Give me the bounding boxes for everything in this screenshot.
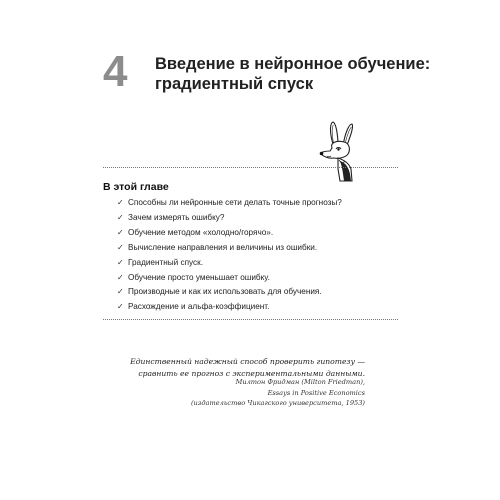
- check-icon: ✓: [117, 198, 124, 207]
- chapter-title-line-2: градиентный спуск: [155, 75, 314, 93]
- list-item: [117, 196, 342, 211]
- list-item: [117, 285, 342, 300]
- check-icon: ✓: [117, 212, 124, 222]
- list-item-text: Градиентный спуск.: [128, 257, 203, 267]
- check-icon: ✓: [117, 257, 124, 267]
- list-item: [117, 256, 342, 271]
- check-icon: ✓: [117, 272, 124, 282]
- list-item: [117, 300, 342, 315]
- list-item-text: Расхождение и альфа-коэффициент.: [128, 302, 270, 312]
- chapter-goals-list: [117, 196, 342, 315]
- list-item: [117, 226, 342, 241]
- list-item-text: Способны ли нейронные сети делать точные прогнозы?: [128, 198, 342, 207]
- epigraph-work: Essays in Positive Economics: [267, 388, 365, 397]
- bottom-dotted-divider: [103, 319, 398, 320]
- epigraph-author: Милтон Фридман (Milton Friedman),: [235, 378, 365, 386]
- list-item: [117, 271, 342, 286]
- check-icon: ✓: [117, 302, 124, 312]
- chapter-number: 4: [103, 47, 128, 96]
- check-icon: ✓: [117, 287, 124, 297]
- check-icon: ✓: [117, 227, 124, 237]
- chapter-title: [155, 54, 455, 94]
- list-item: [117, 211, 342, 226]
- list-item-text: Обучение просто уменьшает ошибку.: [128, 272, 270, 282]
- chapter-title-line-1: Введение в нейронное обучение:: [155, 55, 431, 73]
- list-item-text: Производные и как их использовать для обучения.: [128, 287, 322, 297]
- epigraph-quote-line-1: Единственный надежный способ проверить гипотезу —: [130, 357, 365, 366]
- list-item-text: Обучение методом «холодно/горячо».: [128, 227, 274, 237]
- top-dotted-divider: [103, 167, 398, 168]
- list-item-text: Зачем измерять ошибку?: [128, 212, 225, 222]
- epigraph-quote-line-2: сравнить ее прогноз с экспериментальными данными.: [138, 369, 365, 378]
- epigraph-publisher: (издательство Чикагского университета, 1953): [190, 399, 365, 407]
- rabbit-mascot-icon: [318, 121, 366, 183]
- check-icon: ✓: [117, 242, 124, 252]
- section-heading: В этой главе: [103, 181, 169, 193]
- list-item: [117, 241, 342, 256]
- list-item-text: Вычисление направления и величины из ошибки.: [128, 242, 318, 252]
- epigraph-attribution: [105, 377, 365, 409]
